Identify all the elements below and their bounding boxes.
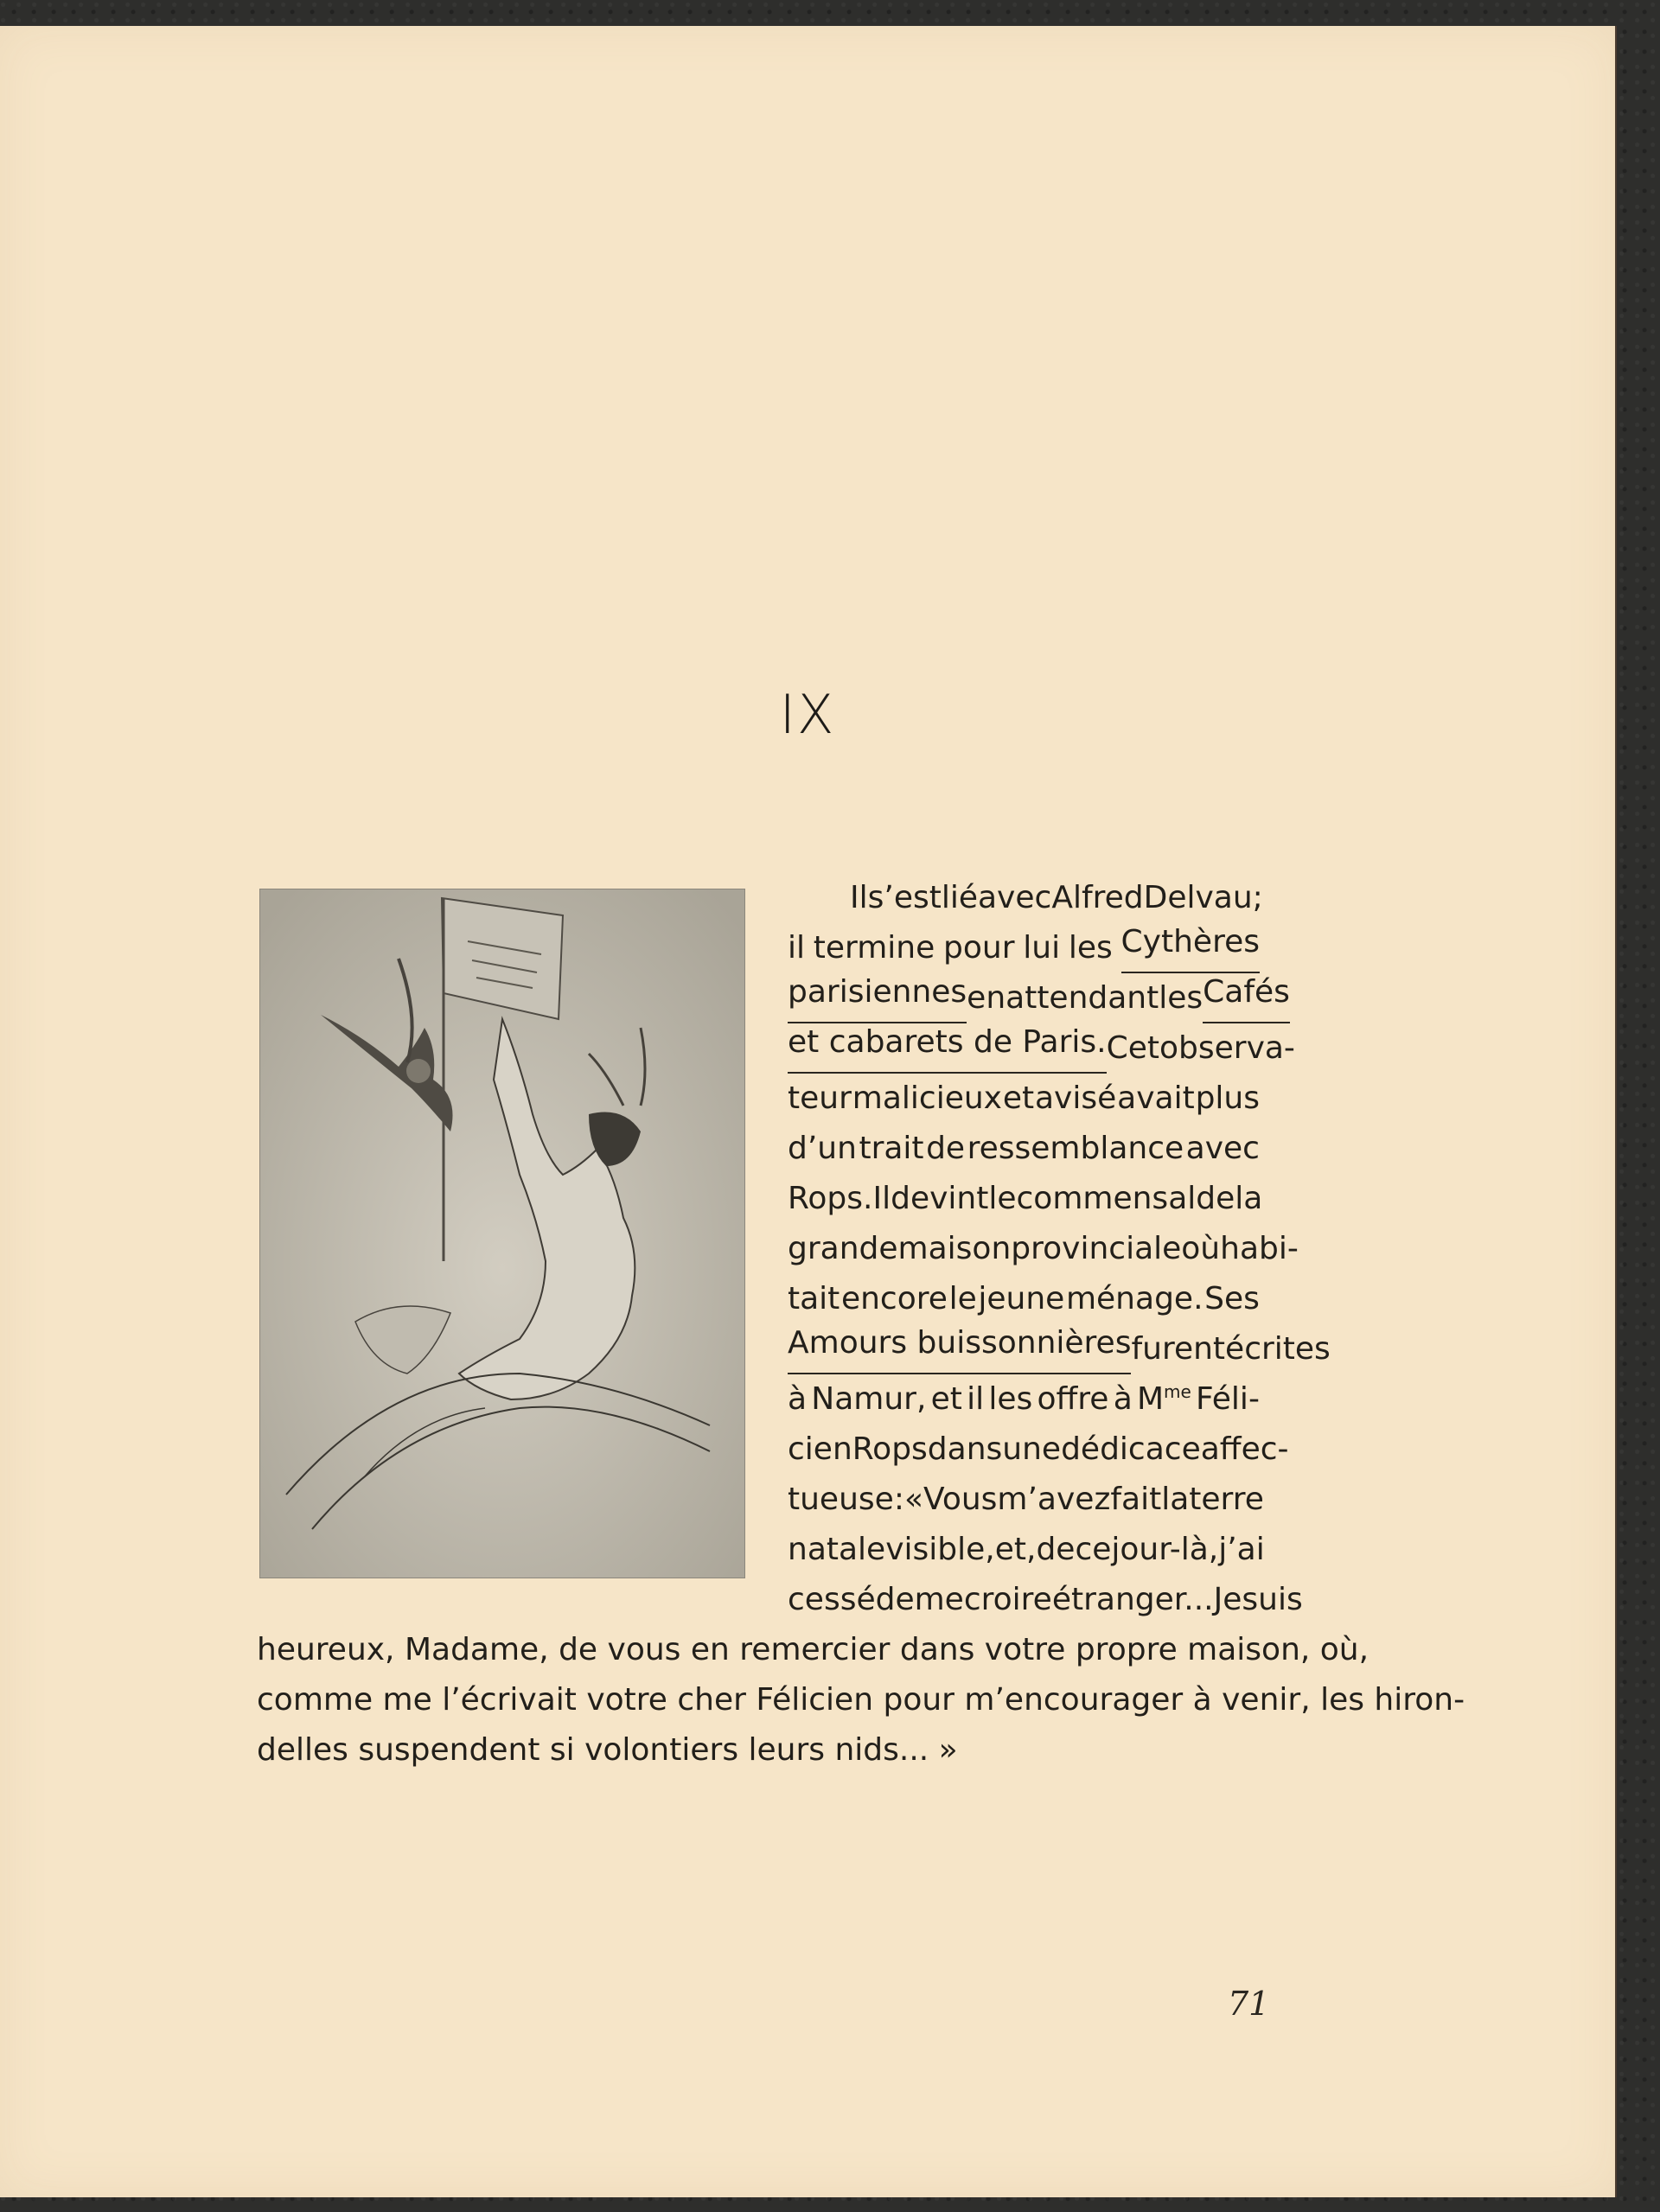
line-text: comme me l’écrivait votre cher Félicien pour m’encourager à venir, les hiron- bbox=[257, 1682, 1465, 1718]
column-paragraph bbox=[788, 873, 1331, 1625]
word: Alfred bbox=[1051, 880, 1144, 915]
underlined-title: Cafés bbox=[1203, 973, 1290, 1023]
word: attendant bbox=[1006, 980, 1159, 1016]
word: croire bbox=[963, 1582, 1052, 1617]
word: teur bbox=[788, 1081, 852, 1116]
word: la bbox=[1235, 1181, 1263, 1216]
text-line bbox=[788, 1575, 1303, 1625]
word: et bbox=[930, 1381, 962, 1417]
word: encore bbox=[840, 1281, 948, 1316]
word: termine bbox=[813, 930, 935, 966]
word: commensal bbox=[1016, 1181, 1197, 1216]
word: les bbox=[1068, 930, 1113, 966]
word: j’ai bbox=[1218, 1532, 1265, 1567]
word: suis bbox=[1242, 1582, 1303, 1617]
text-line bbox=[788, 1124, 1260, 1174]
word: d’un bbox=[788, 1131, 857, 1166]
word: de bbox=[875, 1582, 915, 1617]
word: lui bbox=[1023, 930, 1061, 966]
word: étranger... bbox=[1051, 1582, 1214, 1617]
text-line bbox=[788, 1023, 1295, 1074]
word: lié bbox=[941, 880, 978, 915]
word: à bbox=[788, 1381, 808, 1417]
word: de bbox=[926, 1131, 966, 1166]
word: « bbox=[903, 1482, 923, 1517]
word: jour-là, bbox=[1111, 1532, 1219, 1567]
text-line bbox=[257, 1625, 1370, 1675]
word: avec bbox=[1185, 1131, 1260, 1166]
word: et bbox=[1002, 1081, 1035, 1116]
word: trait bbox=[859, 1131, 924, 1166]
word: tait bbox=[788, 1281, 840, 1316]
text-line bbox=[788, 1274, 1260, 1324]
word: jeune bbox=[978, 1281, 1065, 1316]
word: les bbox=[1159, 980, 1204, 1016]
text-line bbox=[788, 1374, 1260, 1425]
word: Il bbox=[850, 880, 868, 915]
word: visible, bbox=[885, 1532, 995, 1567]
text-line bbox=[788, 1224, 1299, 1274]
word: le bbox=[948, 1281, 977, 1316]
word: furent bbox=[1131, 1331, 1226, 1367]
etching-drawing bbox=[260, 889, 744, 1578]
etching-illustration bbox=[259, 889, 745, 1578]
word: ménage. bbox=[1065, 1281, 1204, 1316]
word: ressemblance bbox=[967, 1131, 1184, 1166]
page-number: 71 bbox=[1228, 1985, 1270, 2023]
word: provinciale bbox=[1011, 1231, 1182, 1266]
text-line bbox=[788, 1475, 1264, 1525]
word: de bbox=[1036, 1532, 1076, 1567]
text-line bbox=[788, 1425, 1289, 1475]
word: la bbox=[1161, 1482, 1190, 1517]
word: Delvau; bbox=[1143, 880, 1263, 915]
text-line bbox=[788, 1324, 1331, 1374]
word: terre bbox=[1189, 1482, 1264, 1517]
word: s’est bbox=[867, 880, 942, 915]
text-line bbox=[788, 923, 1260, 973]
word: habi- bbox=[1220, 1231, 1299, 1266]
full-width-paragraph bbox=[257, 1625, 1465, 1775]
text-line bbox=[788, 1074, 1260, 1124]
word: ce bbox=[1075, 1532, 1112, 1567]
word: Namur, bbox=[811, 1381, 927, 1417]
word: maison bbox=[897, 1231, 1012, 1266]
line-text: heureux, Madame, de vous en remercier dans votre propre maison, où, bbox=[257, 1632, 1370, 1667]
word: Rops bbox=[852, 1431, 928, 1467]
word: affec- bbox=[1200, 1431, 1289, 1467]
underlined-title: Cythères bbox=[1121, 923, 1260, 973]
word: : bbox=[893, 1482, 904, 1517]
word: Je bbox=[1213, 1582, 1242, 1617]
underlined-title: Amours buissonnières bbox=[788, 1324, 1131, 1374]
word: en bbox=[967, 980, 1006, 1016]
underlined-title: et cabarets de Paris. bbox=[788, 1023, 1107, 1074]
word: Rops. bbox=[788, 1181, 873, 1216]
word: cessé bbox=[788, 1582, 876, 1617]
word: avait bbox=[1117, 1081, 1195, 1116]
word: avec bbox=[978, 880, 1052, 915]
word: me bbox=[914, 1582, 964, 1617]
word: fait bbox=[1110, 1482, 1162, 1517]
word: pour bbox=[943, 930, 1015, 966]
word: le bbox=[988, 1181, 1017, 1216]
word: natale bbox=[788, 1532, 886, 1567]
word: Ses bbox=[1204, 1281, 1260, 1316]
word: Il bbox=[872, 1181, 891, 1216]
word: de bbox=[1196, 1181, 1235, 1216]
word: il bbox=[967, 1381, 985, 1417]
text-line bbox=[788, 1174, 1263, 1224]
word: offre bbox=[1037, 1381, 1109, 1417]
text-line bbox=[788, 873, 1263, 923]
word: Féli- bbox=[1196, 1381, 1260, 1417]
line-text: delles suspendent si volontiers leurs nids... » bbox=[257, 1732, 958, 1768]
word: m’avez bbox=[997, 1482, 1111, 1517]
word: où bbox=[1181, 1231, 1221, 1266]
word: une bbox=[1002, 1431, 1062, 1467]
word: écrites bbox=[1225, 1331, 1331, 1367]
word: observa- bbox=[1159, 1030, 1295, 1066]
word: Cet bbox=[1106, 1030, 1159, 1066]
word: malicieux bbox=[852, 1081, 1002, 1116]
chapter-heading: IX bbox=[779, 683, 836, 746]
word: dédicace bbox=[1061, 1431, 1201, 1467]
word: devint bbox=[891, 1181, 989, 1216]
word: grande bbox=[788, 1231, 898, 1266]
word: à bbox=[1113, 1381, 1133, 1417]
text-line bbox=[257, 1675, 1465, 1725]
word: il bbox=[788, 930, 806, 966]
underlined-title: parisiennes bbox=[788, 973, 967, 1023]
word: dans bbox=[927, 1431, 1003, 1467]
word: Vous bbox=[923, 1482, 998, 1517]
word: les bbox=[988, 1381, 1033, 1417]
word: cien bbox=[788, 1431, 852, 1467]
text-line bbox=[788, 973, 1290, 1023]
word: avisé bbox=[1034, 1081, 1117, 1116]
abbreviation-madame: $M^{me}$ bbox=[1136, 1381, 1191, 1417]
text-line bbox=[788, 1525, 1265, 1575]
word: plus bbox=[1195, 1081, 1260, 1116]
word: et, bbox=[994, 1532, 1037, 1567]
word: tueuse bbox=[788, 1482, 894, 1517]
text-line bbox=[257, 1725, 1260, 1775]
